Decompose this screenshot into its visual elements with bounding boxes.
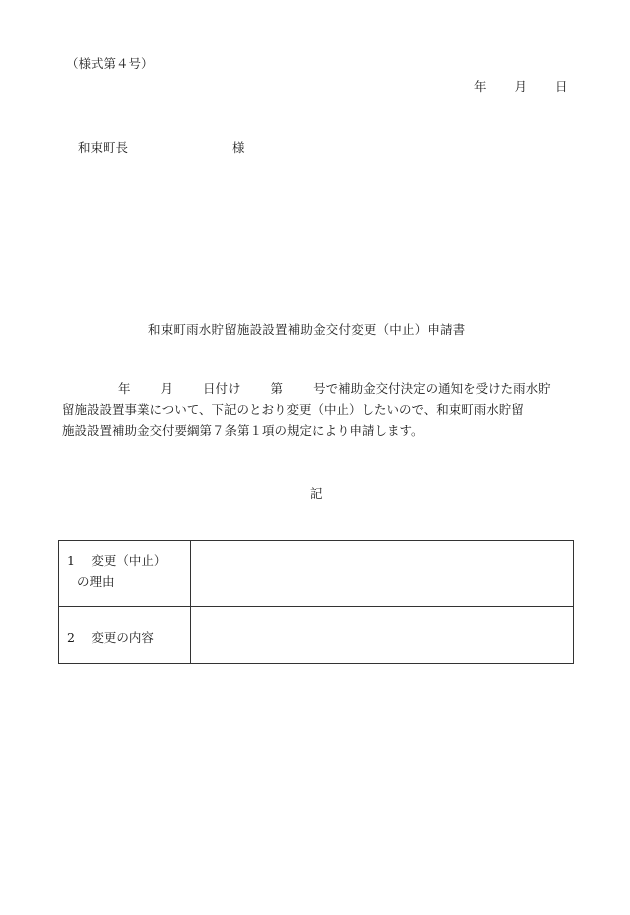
date-year-label: 年 [474,79,487,94]
body-line-1-rest: 号で補助金交付決定の通知を受けた雨水貯 [313,381,551,396]
form-number: （様式第４号） [66,56,154,71]
reason-label-cell [59,541,191,607]
table-row [59,541,574,607]
change-details-table [58,540,574,664]
body-line-1 [62,378,582,399]
ki-heading: 記 [310,486,323,501]
reason-value-cell[interactable] [191,541,574,607]
content-value-cell[interactable] [191,607,574,664]
addressee-name: 和束町長 [78,140,129,155]
reason-label-line-2: の理由 [77,574,115,589]
body-year-label: 年 [118,381,131,396]
application-body-text [62,378,582,441]
body-dated-label: 日付け [203,381,241,396]
body-line-3: 施設設置補助金交付要綱第７条第１項の規定により申請します。 [62,423,424,438]
date-month-label: 月 [514,79,528,94]
content-label-cell: 2 変更の内容 [59,607,191,664]
body-month-label: 月 [160,381,174,396]
date-day-label: 日 [555,79,568,94]
document-title: 和束町雨水貯留施設設置補助金交付変更（中止）申請書 [148,322,466,337]
body-line-2: 留施設設置事業について、下記のとおり変更（中止）したいので、和束町雨水貯留 [62,402,524,417]
date-line [474,77,568,95]
table-row [59,607,574,664]
addressee-honorific: 様 [232,140,245,155]
reason-label-line-1: 1 変更（中止） [67,553,167,568]
body-number-prefix: 第 [270,381,284,396]
addressee [78,138,245,156]
